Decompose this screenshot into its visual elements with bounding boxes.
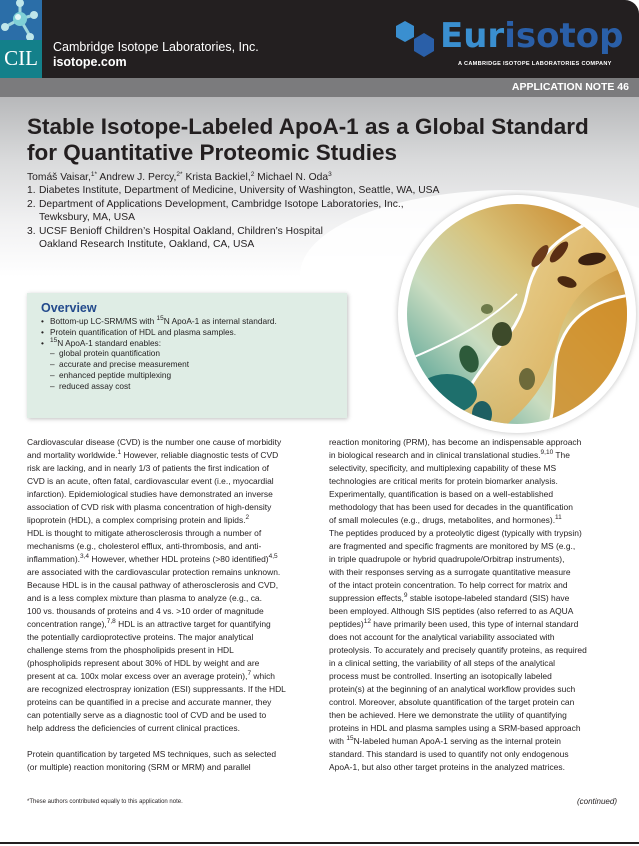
body-text-line [329, 449, 629, 462]
author-name: Andrew J. Percy, [97, 172, 177, 183]
body-text-line [27, 501, 319, 514]
body-text-segment: HDL is thought to mitigate atherosclerosis through a number of [27, 528, 262, 538]
citation-superscript: 12 [363, 618, 371, 625]
body-text-segment: help address the deficiencies of current clinical practices. [27, 723, 240, 733]
body-text-segment: The [553, 450, 570, 460]
body-text-segment: selectivity, specificity, and multiplexing capability of these MS [329, 463, 557, 473]
wordmark-part-eur: Eur [440, 16, 505, 56]
body-text-line [329, 592, 629, 605]
citation-superscript: 2 [245, 514, 250, 521]
body-text-line [27, 709, 319, 722]
affiliation-item [27, 225, 439, 252]
citation-superscript: 4,5 [268, 553, 278, 560]
body-text-line [27, 475, 319, 488]
overview-item [41, 381, 333, 392]
citation-superscript: 9 [403, 592, 408, 599]
body-text-line [27, 605, 319, 618]
body-text-segment: been employed. Although SIS peptides (also referred to as AQUA [329, 606, 574, 616]
affiliation-text: Tewksbury, MA, USA [39, 212, 135, 223]
author-name: Krista Backiel, [182, 172, 251, 183]
body-text-segment: Experimentally, quantification is based on a well-established [329, 489, 554, 499]
citation-superscript: 7,8 [106, 618, 116, 625]
body-text-line [27, 579, 319, 592]
body-text-segment: does not account for the analytical variability associated with [329, 632, 555, 642]
body-text-line [329, 657, 629, 670]
affiliation-text: Oakland Research Institute, Oakland, CA, USA [39, 239, 255, 250]
isotope-superscript: 15 [50, 336, 58, 344]
company-name: Cambridge Isotope Laboratories, Inc. [53, 40, 259, 54]
overview-item [41, 370, 333, 381]
footnote: *These authors contributed equally to this application note. [27, 799, 183, 805]
body-text-line [329, 761, 629, 774]
title-line-2: for Quantitative Proteomic Studies [27, 140, 398, 165]
continued-label: (continued) [576, 797, 617, 806]
eurisotop-tagline: A CAMBRIDGE ISOTOPE LABORATORIES COMPANY [458, 61, 612, 67]
overview-item-text: N ApoA-1 as internal standard. [163, 316, 277, 326]
body-text-segment: in triple quadrupole or hybrid quadrupole/Orbitrap instruments), [329, 554, 565, 564]
body-text-segment: risk are lacking, and in nearly 1/3 of patients the first indication of [27, 463, 270, 473]
body-text-segment: process must be controlled. Inserting an isotopically labeled [329, 671, 552, 681]
body-text-line [27, 618, 319, 631]
bottom-rule [0, 842, 639, 844]
body-text-segment: infarction). Epidemiological studies have demonstrated an inverse [27, 489, 273, 499]
affiliation-number: 2. [27, 198, 36, 210]
body-text-line [329, 501, 629, 514]
body-text-segment: stable isotope-labeled standard (SIS) have [407, 593, 570, 603]
citation-superscript: 15 [346, 735, 354, 742]
wordmark-part-isotop: isotop [504, 16, 624, 56]
title-line-1: Stable Isotope-Labeled ApoA-1 as a Global Standard [27, 114, 589, 139]
cil-logo [0, 0, 42, 78]
body-text-line [27, 670, 319, 683]
body-text-line [27, 566, 319, 579]
body-text-line [329, 579, 629, 592]
overview-item [41, 338, 333, 349]
body-text-line [329, 488, 629, 501]
body-text-segment: can potentially serve as a diagnostic tool of CVD and be used to [27, 710, 267, 720]
body-text-segment: control. Moreover, absolute quantification of the target protein can [329, 697, 575, 707]
body-text-line [27, 462, 319, 475]
overview-item-text: Protein quantification of HDL and plasma samples. [50, 326, 237, 337]
affiliation-text: Diabetes Institute, Department of Medicine, University of Washington, Seattle, WA, USA [39, 185, 440, 196]
body-text-segment: and mortality worldwide. [27, 450, 118, 460]
body-text-line [329, 709, 629, 722]
body-text-segment: of the intact protein concentration. To help correct for matrix and [329, 580, 568, 590]
body-text-segment: The peptides produced by a proteolytic digest (typically with trypsin) [329, 528, 582, 538]
body-text-line [27, 488, 319, 501]
body-text-line [329, 748, 629, 761]
body-text-segment: standard. This standard is used to quantify not only endogenous [329, 749, 569, 759]
body-text-segment: have primarily been used, this type of internal standard [370, 619, 579, 629]
eurisotop-wordmark [440, 16, 623, 56]
body-text-line [329, 462, 629, 475]
body-text-line [27, 631, 319, 644]
body-text-segment: Cardiovascular disease (CVD) is the number one cause of morbidity [27, 437, 282, 447]
body-column-left [27, 436, 319, 774]
body-text-segment: which [251, 671, 275, 681]
molecule-icon [0, 0, 42, 44]
author-affiliation-marker: 2* [176, 171, 183, 178]
body-text-line [329, 683, 629, 696]
body-text-segment: peptides) [329, 619, 364, 629]
body-text-segment: 100 vs. thousands of proteins and 4 vs. >10 order of magnitude [27, 606, 264, 616]
body-text-line [329, 514, 629, 527]
affiliation-number: 3. [27, 225, 36, 237]
overview-heading: Overview [41, 301, 97, 315]
body-text-segment: suppression effects, [329, 593, 404, 603]
overview-item-text: reduced assay cost [59, 380, 131, 391]
body-text-segment: CVD is an acute, often fatal, cardiovascular event (i.e., myocardial [27, 476, 274, 486]
isotope-superscript: 15 [156, 315, 164, 322]
application-note-label: APPLICATION NOTE 46 [511, 81, 629, 93]
affiliation-number: 1. [27, 185, 36, 196]
body-text-line [329, 735, 629, 748]
body-text-segment: (phospholipids represent about 30% of HDL by weight and are [27, 658, 260, 668]
body-text-line [27, 527, 319, 540]
body-text-segment: reaction monitoring (PRM), has become an indispensable approach [329, 437, 582, 447]
cover-illustration [398, 195, 636, 433]
body-text-segment: HDL is an attractive target for quantifying [115, 619, 271, 629]
affiliation-item [27, 184, 439, 198]
body-text-segment: in a clinical setting, the variability of all steps of the analytical [329, 658, 556, 668]
body-text-segment: association of CVD risk with plasma concentration of high-density [27, 502, 272, 512]
body-text-line [329, 540, 629, 553]
body-text-line [329, 527, 629, 540]
body-text-segment: inflammation). [27, 554, 80, 564]
affiliation-item [27, 198, 439, 225]
body-text-line [27, 436, 319, 449]
body-text-line [329, 618, 629, 631]
body-text-segment: lipoprotein (HDL), a complex comprising protein and lipids. [27, 515, 246, 525]
body-text-segment: concentration range), [27, 619, 107, 629]
body-text-line [27, 683, 319, 696]
body-text-line [27, 696, 319, 709]
body-text-line [27, 514, 319, 527]
body-text-segment: N-labeled human ApoA-1 serving as the internal protein [353, 736, 561, 746]
body-text-line [329, 553, 629, 566]
body-text-segment: proteolysis. To accurately and precisely quantify proteins, as required [329, 645, 587, 655]
overview-list [41, 316, 333, 392]
body-text-line [329, 475, 629, 488]
body-text-segment: Because HDL is in the causal pathway of atherosclerosis and CVD, [27, 580, 279, 590]
body-text-line [27, 644, 319, 657]
body-text-segment: proteins in HDL and plasma samples using a SRM-based approach [329, 723, 581, 733]
overview-item-text: accurate and precise measurement [59, 359, 190, 370]
body-text-segment: protein(s) at the beginning of an analytical workflow provides such [329, 684, 576, 694]
blood-vessel-illustration [407, 204, 627, 424]
body-text-segment: technologies are critical merits for protein biomarker analysis. [329, 476, 558, 486]
overview-item-text: global protein quantification [59, 348, 161, 359]
body-text-segment: are associated with the cardiovascular protection remains unknown. [27, 567, 281, 577]
body-text-segment: present at ca. 100x molar excess over an average protein), [27, 671, 248, 681]
body-text-segment: the potentially cardioprotective proteins. The major analytical [27, 632, 254, 642]
body-text-segment: of small molecules (e.g., drugs, metabolites, and hormones). [329, 515, 556, 525]
body-text-segment: proteins can be quantified in a precise and accurate manner, they [27, 697, 272, 707]
citation-superscript: 3,4 [80, 553, 90, 560]
header-band [0, 0, 639, 78]
body-text-line [329, 644, 629, 657]
body-text-segment: (or multiple) reaction monitoring (SRM or MRM) and parallel [27, 762, 251, 772]
body-text-line [27, 553, 319, 566]
body-text-segment: However, reliable diagnostic tests of CVD [121, 450, 279, 460]
overview-item-text: Bottom-up LC-SRM/MS with [50, 316, 157, 326]
body-text-line [27, 449, 319, 462]
author-affiliation-marker: 1* [90, 171, 98, 178]
body-text-segment: and is a less complex mixture than plasma to analyze (e.g., ca. [27, 593, 262, 603]
overview-item-text: enhanced peptide multiplexing [59, 369, 172, 380]
body-text-segment: However, whether HDL proteins (>80 identified) [89, 554, 269, 564]
body-text-line [329, 605, 629, 618]
overview-item-text: N ApoA-1 standard enables: [57, 337, 162, 348]
author-list [27, 171, 332, 184]
affiliation-text: UCSF Benioff Children’s Hospital Oakland, Children’s Hospital [39, 225, 323, 237]
body-text-segment: methodology that has been used for decades in the quantification [329, 502, 573, 512]
overview-item [41, 359, 333, 370]
author-affiliation-marker: 2 [250, 171, 255, 178]
cil-logo-text: CIL [4, 46, 38, 70]
company-block [53, 40, 259, 70]
author-name: Michael N. Oda [254, 172, 329, 183]
body-text-segment: are recognized electrospray ionization (ESI) suppressants. If the HDL [27, 684, 286, 694]
author-name: Tomáš Vaisar, [27, 172, 91, 183]
application-note-bar [0, 78, 639, 97]
body-text-line [329, 670, 629, 683]
body-text-line [329, 436, 629, 449]
body-text-segment: with [329, 736, 347, 746]
body-text-segment: in biological research and in clinical translational studies. [329, 450, 541, 460]
affiliation-list [27, 184, 439, 252]
overview-item [41, 327, 333, 338]
citation-superscript: 1 [117, 449, 122, 456]
body-text-line [329, 696, 629, 709]
body-text-line [27, 540, 319, 553]
paragraph-gap [27, 735, 319, 748]
body-text-line [329, 566, 629, 579]
overview-box [27, 293, 347, 418]
body-text-segment: ApoA-1, but also other target proteins in the analyzed matrices. [329, 762, 565, 772]
body-text-line [27, 657, 319, 670]
body-text-segment: Protein quantification by targeted MS techniques, such as selected [27, 749, 277, 759]
page-title [27, 114, 589, 166]
hexagon-logo-icon [394, 20, 440, 60]
overview-item [41, 348, 333, 359]
citation-superscript: 7 [247, 670, 252, 677]
body-text-line [329, 631, 629, 644]
body-text-segment: are fragmented and specific fragments are monitored by MS (e.g., [329, 541, 576, 551]
eurisotop-logo [394, 16, 634, 72]
body-text-segment: mechanisms (e.g., cholesterol efflux, anti-thrombosis, and anti- [27, 541, 262, 551]
body-text-line [27, 722, 319, 735]
body-text-segment: challenge stems from the phospholipids present in HDL [27, 645, 234, 655]
affiliation-text: Department of Applications Development, Cambridge Isotope Laboratories, Inc., [39, 198, 404, 210]
body-text-segment: then be achieved. Here we demonstrate the utility of quantifying [329, 710, 567, 720]
body-text-line [27, 748, 319, 761]
author-affiliation-marker: 3 [328, 171, 332, 178]
body-text-line [329, 722, 629, 735]
overview-item [41, 316, 333, 327]
body-column-right [329, 436, 629, 774]
body-text-segment: with their responses serving as a surrogate quantitative measure [329, 567, 571, 577]
company-url-link[interactable]: isotope.com [53, 55, 127, 69]
body-text-line [27, 761, 319, 774]
citation-superscript: 11 [555, 514, 562, 521]
body-text-line [27, 592, 319, 605]
citation-superscript: 9,10 [540, 449, 554, 456]
